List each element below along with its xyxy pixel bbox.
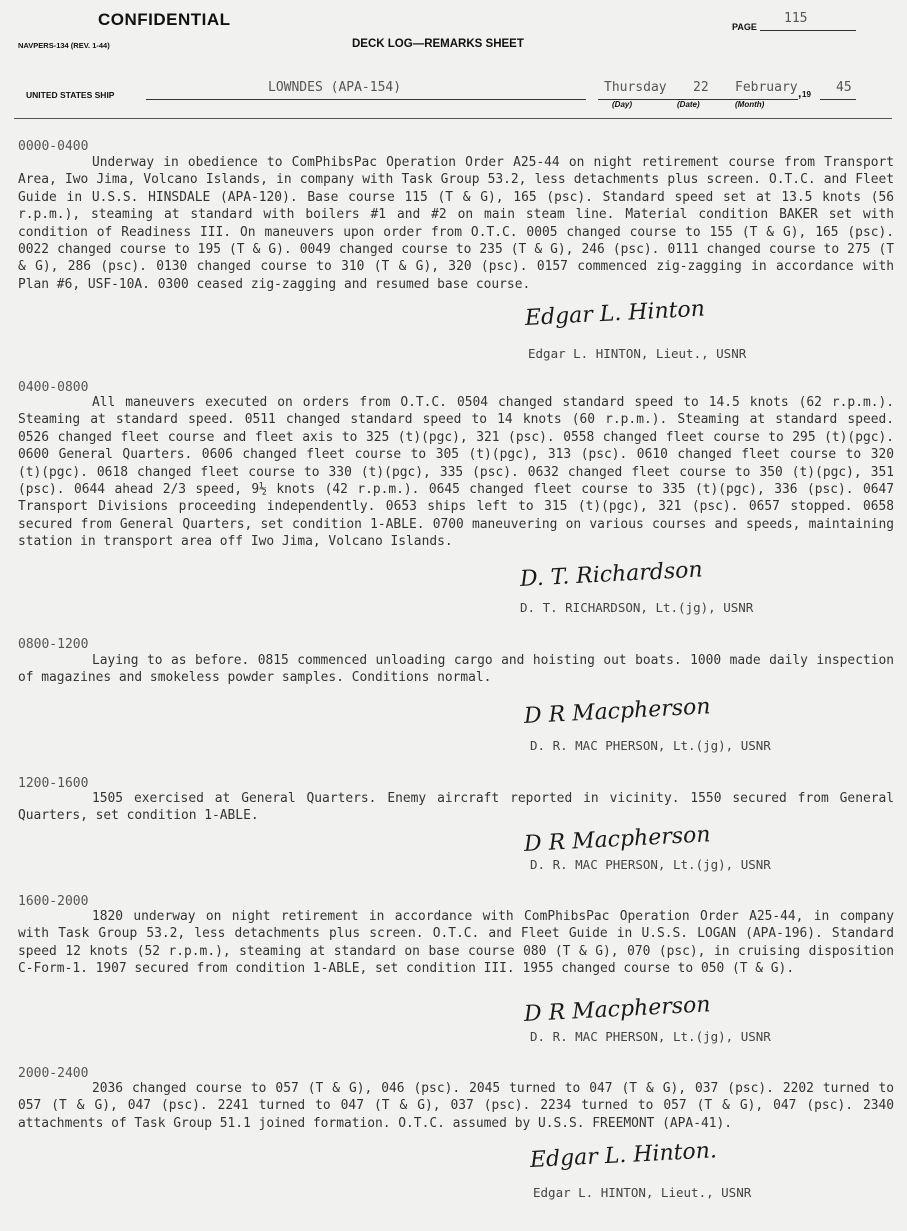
form-number: NAVPERS-134 (REV. 1-44) [18, 41, 110, 50]
signer-name: D. R. MAC PHERSON, Lt.(jg), USNR [530, 1029, 771, 1044]
watch-entry: 1505 exercised at General Quarters. Enemy aircraft reported in vicinity. 1550 secured from General Quarters, set condition 1-ABLE. [18, 791, 894, 824]
date-sublabel: (Date) [677, 100, 700, 109]
signer-name: D. T. RICHARDSON, Lt.(jg), USNR [520, 600, 754, 615]
signature: D R Macpherson [523, 694, 712, 729]
watch-period: 1600-2000 [18, 894, 89, 909]
watch-entry: 1820 underway on night retirement in accordance with ComPhibsPac Operation Order A25-44, in company with Task Group 53.2, less detachments plus screen. O.T.C. and Fleet Guide in U.S.S. LOGAN (APA-196). Standard speed 12 knots (52 r.p.m.), steaming at standard on base course 080 (T & G), 070 (psc), in cruising disposition C-Form-1. 1907 secured from condition 1-ABLE, set condition III. 1955 changed course to 050 (T & G). [18, 909, 894, 977]
year-prefix: 19 [802, 90, 811, 99]
signer-name: Edgar L. HINTON, Lieut., USNR [533, 1185, 752, 1200]
watch-period: 1200-1600 [18, 776, 89, 791]
page-label: PAGE [732, 22, 757, 32]
watch-entry: Underway in obedience to ComPhibsPac Operation Order A25-44 on night retirement course from Transport Area, Iwo Jima, Volcano Islands, in company with Task Group 53.2, less detachments plus screen. O.T.C. and Fleet Guide in U.S.S. HINSDALE (APA-120). Base course 115 (T & G), 165 (psc). Standard speed set at 13.5 knots (56 r.p.m.), steaming at standard with boilers #1 and #2 on main steam line. Material condition BAKER set with condition of Readiness III. On maneuvers upon order from O.T.C. 0005 changed course to 155 (T & G), 165 (psc). 0022 changed course to 195 (T & G). 0049 changed course to 235 (T & G), 246 (psc). 0111 changed course to 275 (T & G), 286 (psc). 0130 changed course to 310 (T & G), 320 (psc). 0157 commenced zig-zagging in accordance with Plan #6, USF-10A. 0300 ceased zig-zagging and resumed base course. [18, 155, 894, 292]
sheet-title: DECK LOG—REMARKS SHEET [352, 38, 524, 50]
signature: D R Macpherson [523, 992, 712, 1027]
header-divider [14, 118, 892, 119]
date-comma: , [798, 86, 802, 100]
log-year: 45 [836, 80, 852, 95]
watch-entry: Laying to as before. 0815 commenced unloading cargo and hoisting out boats. 1000 made daily inspection of magazines and smokeless powder samples. Conditions normal. [18, 653, 894, 686]
log-month: February [735, 80, 798, 95]
signature: D R Macpherson [523, 822, 712, 857]
page-number: 115 [760, 11, 856, 31]
ship-label: UNITED STATES SHIP [26, 90, 115, 100]
watch-entry: All maneuvers executed on orders from O.T.C. 0504 changed standard speed to 14.5 knots (62 r.p.m.). Steaming at standard speed. 0511 changed standard speed to 14 knots (60 r.p.m.). Steaming at standard speed. 0526 changed fleet course and fleet axis to 325 (t)(pgc), 321 (psc). 0558 changed fleet course to 295 (t)(pgc). 0600 General Quarters. 0606 changed fleet course to 305 (t)(pgc), 313 (psc). 0610 changed fleet course to 320 (t)(pgc). 0618 changed fleet course to 330 (t)(pgc), 335 (psc). 0632 changed fleet course to 350 (t)(pgc), 351 (psc). 0644 ahead 2/3 speed, 9½ knots (42 r.p.m.). 0645 changed fleet course to 335 (t)(pgc), 336 (psc). 0647 Transport Divisions proceeding independently. 0653 ships left to 315 (t)(pgc), 321 (psc). 0657 stopped. 0658 secured from General Quarters, set condition 1-ABLE. 0700 maneuvering on various courses and speeds, maintaining station in transport area off Iwo Jima, Volcano Islands. [18, 395, 894, 550]
signer-name: D. R. MAC PHERSON, Lt.(jg), USNR [530, 857, 771, 872]
signature: D. T. Richardson [519, 557, 704, 592]
year-rule [820, 99, 856, 100]
watch-period: 2000-2400 [18, 1066, 89, 1081]
watch-period: 0000-0400 [18, 139, 89, 154]
day-sublabel: (Day) [612, 100, 633, 109]
month-sublabel: (Month) [735, 100, 765, 109]
ship-name: LOWNDES (APA-154) [268, 80, 402, 95]
signer-name: D. R. MAC PHERSON, Lt.(jg), USNR [530, 738, 771, 753]
classification-marking: CONFIDENTIAL [98, 10, 231, 29]
signer-name: Edgar L. HINTON, Lieut., USNR [528, 346, 747, 361]
signature: Edgar L. Hinton. [529, 1138, 718, 1173]
signature: Edgar L. Hinton [524, 296, 706, 331]
log-date: 22 [693, 80, 709, 95]
watch-entry: 2036 changed course to 057 (T & G), 046 (psc). 2045 turned to 047 (T & G), 037 (psc). 2202 turned to 057 (T & G), 047 (psc). 2241 turned to 047 (T & G), 037 (psc). 2234 turned to 057 (T & G), 047 (psc). 2340 attachments of Task Group 51.1 joined formation. O.T.C. assumed by U.S.S. FREEMONT (APA-41). [18, 1081, 894, 1131]
watch-period: 0400-0800 [18, 380, 89, 395]
watch-period: 0800-1200 [18, 637, 89, 652]
log-day: Thursday [604, 80, 667, 95]
